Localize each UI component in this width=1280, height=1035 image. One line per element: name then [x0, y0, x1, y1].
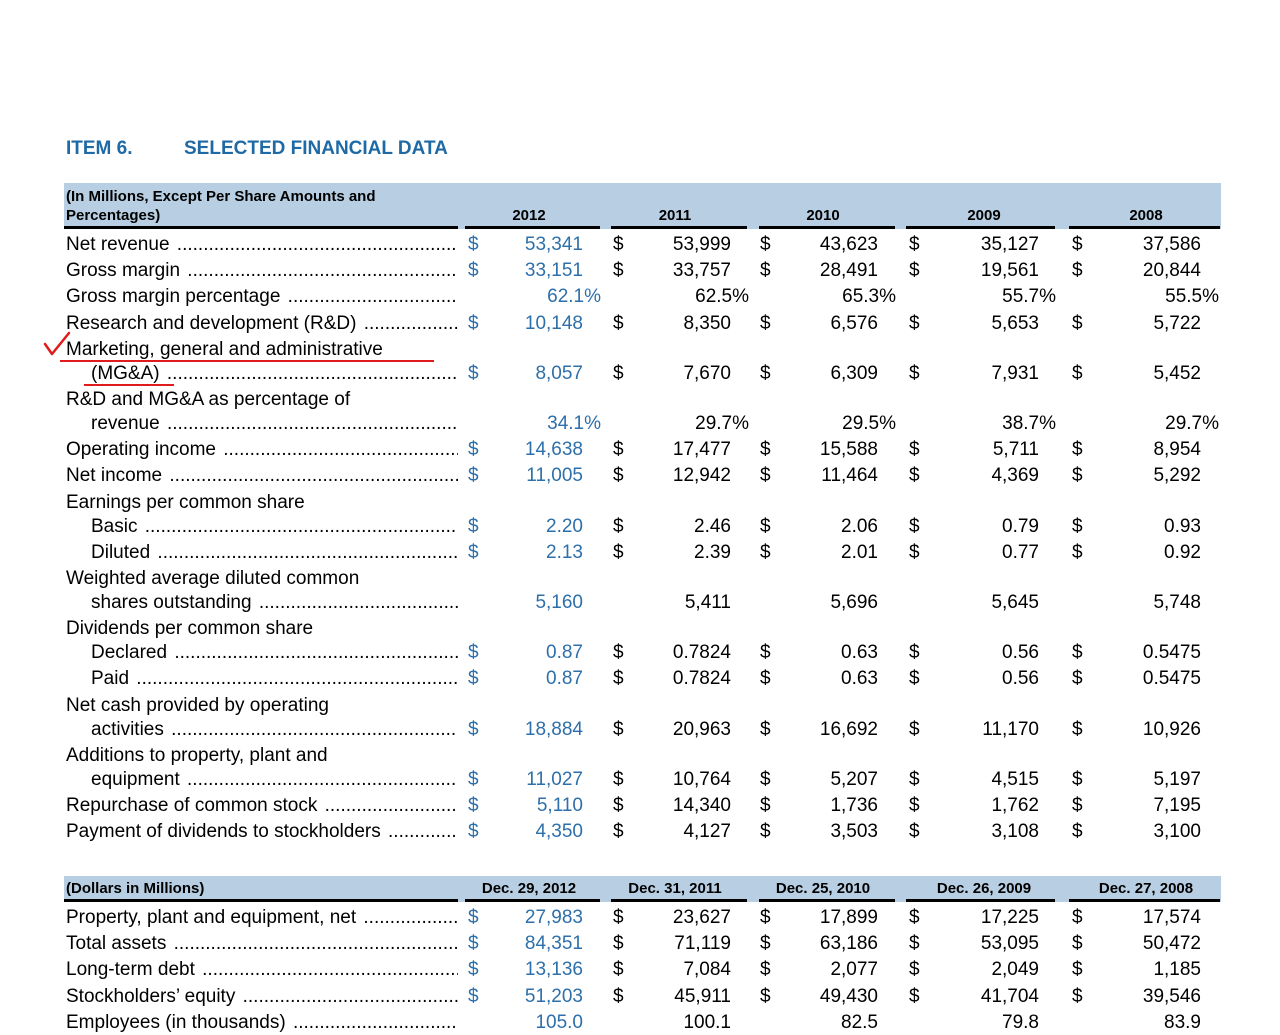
column-header-rule [906, 226, 1055, 229]
value-cell: 33,757 [672, 260, 731, 282]
row-label [91, 515, 458, 539]
currency-symbol: $ [468, 260, 479, 282]
value-cell: 5,696 [830, 592, 878, 613]
row-label [91, 362, 458, 386]
currency-symbol: $ [760, 465, 771, 487]
currency-symbol: $ [613, 959, 624, 981]
value-cell: 7,084 [683, 959, 731, 981]
table-column-header: 2009 [967, 207, 1001, 224]
currency-symbol: $ [613, 907, 624, 928]
currency-symbol: $ [468, 312, 479, 334]
value-cell: 5,411 [684, 592, 731, 613]
value-cell: 4,350 [535, 821, 583, 843]
value-cell: 11,027 [526, 768, 583, 790]
value-cell: 11,464 [821, 465, 878, 487]
table-column-header: Dec. 25, 2010 [775, 880, 871, 897]
currency-symbol: $ [1072, 718, 1083, 740]
value-cell: 17,574 [1142, 907, 1201, 928]
value-cell: 83.9 [1164, 1011, 1201, 1033]
row-label-text: Employees (in thousands) [66, 1011, 286, 1033]
check-mark-icon [42, 330, 72, 360]
value-cell: 10,926 [1142, 718, 1201, 740]
row-label-text: Paid [91, 668, 130, 690]
currency-symbol: $ [613, 260, 624, 282]
value-cell: 39,546 [1142, 985, 1201, 1007]
value-cell: 15,588 [819, 439, 878, 461]
value-cell: 1,762 [991, 795, 1039, 816]
currency-symbol: $ [1072, 439, 1083, 461]
value-cell: 29.7% [1165, 413, 1219, 434]
currency-symbol: $ [760, 718, 771, 740]
row-label-text: Long-term debt [66, 959, 195, 981]
value-cell: 8,057 [535, 362, 583, 384]
row-label-text: shares outstanding [91, 592, 252, 613]
currency-symbol: $ [613, 465, 624, 487]
row-label-text: activities [91, 718, 164, 740]
currency-symbol: $ [760, 768, 771, 790]
value-cell: 5,160 [535, 592, 583, 613]
row-label [66, 438, 458, 462]
currency-symbol: $ [613, 234, 624, 255]
value-cell: 13,136 [524, 959, 583, 981]
currency-symbol: $ [1072, 465, 1083, 487]
value-cell: 35,127 [980, 234, 1039, 255]
currency-symbol: $ [613, 985, 624, 1007]
currency-symbol: $ [1072, 768, 1083, 790]
row-label-text: Operating income [66, 439, 216, 461]
value-cell: 20,963 [672, 718, 731, 740]
value-cell: 4,369 [991, 465, 1039, 487]
row-label-text: Gross margin [66, 260, 181, 282]
row-label [91, 591, 458, 615]
currency-symbol: $ [468, 465, 479, 487]
row-label-text: Net income [66, 465, 163, 487]
currency-symbol: $ [1072, 515, 1083, 537]
currency-symbol: $ [909, 260, 920, 282]
row-label [66, 464, 458, 488]
value-cell: 12,942 [672, 465, 731, 487]
value-cell: 29.5% [842, 413, 896, 434]
currency-symbol: $ [468, 959, 479, 981]
currency-symbol: $ [909, 642, 920, 664]
row-label-text: Property, plant and equipment, net [66, 907, 357, 928]
value-cell: 4,127 [683, 821, 731, 843]
value-cell: 6,576 [830, 312, 878, 334]
value-cell: 2.01 [841, 541, 878, 563]
currency-symbol: $ [909, 362, 920, 384]
row-label [66, 233, 458, 257]
currency-symbol: $ [613, 933, 624, 955]
column-header-rule [759, 899, 895, 902]
currency-symbol: $ [468, 985, 479, 1007]
value-cell: 0.87 [546, 668, 583, 690]
currency-symbol: $ [909, 234, 920, 255]
value-cell: 2.39 [694, 541, 731, 563]
value-cell: 5,748 [1153, 592, 1201, 613]
value-cell: 0.56 [1002, 668, 1039, 690]
label-header-rule [64, 899, 458, 902]
row-label [66, 794, 458, 818]
currency-symbol: $ [1072, 907, 1083, 928]
annotation-underline [84, 384, 174, 386]
row-label [66, 958, 458, 982]
value-cell: 10,764 [672, 768, 731, 790]
value-cell: 16,692 [819, 718, 878, 740]
value-cell: 0.63 [841, 642, 878, 664]
currency-symbol: $ [760, 959, 771, 981]
currency-symbol: $ [1072, 668, 1083, 690]
value-cell: 37,586 [1142, 234, 1201, 255]
value-cell: 71,119 [674, 933, 731, 955]
currency-symbol: $ [468, 907, 479, 928]
column-header-rule [906, 899, 1055, 902]
value-cell: 14,638 [524, 439, 583, 461]
currency-symbol: $ [760, 821, 771, 843]
row-label-text: Payment of dividends to stockholders [66, 821, 381, 843]
table-header-label: (Dollars in Millions) [66, 880, 205, 897]
value-cell: 2.06 [841, 515, 878, 537]
section-title: SELECTED FINANCIAL DATA [184, 138, 448, 159]
value-cell: 1,736 [830, 795, 878, 816]
currency-symbol: $ [468, 515, 479, 537]
value-cell: 65.3% [842, 286, 896, 308]
row-label-text: Gross margin percentage [66, 286, 281, 308]
value-cell: 0.5475 [1142, 668, 1201, 690]
row-label-first-line: R&D and MG&A as percentage of [66, 389, 351, 410]
currency-symbol: $ [613, 718, 624, 740]
value-cell: 0.56 [1002, 642, 1039, 664]
annotation-underline [60, 360, 434, 362]
currency-symbol: $ [1072, 362, 1083, 384]
row-label [91, 641, 458, 665]
row-label-text: Basic [91, 515, 138, 537]
value-cell: 82.5 [841, 1011, 878, 1033]
value-cell: 2,077 [830, 959, 878, 981]
section-heading [66, 138, 448, 160]
value-cell: 51,203 [524, 985, 583, 1007]
row-label [91, 412, 458, 436]
currency-symbol: $ [468, 718, 479, 740]
row-label-text: equipment [91, 768, 180, 790]
value-cell: 18,884 [524, 718, 583, 740]
currency-symbol: $ [468, 362, 479, 384]
column-header-rule [1069, 899, 1220, 902]
currency-symbol: $ [613, 668, 624, 690]
value-cell: 62.1% [547, 286, 601, 308]
value-cell: 100.1 [683, 1011, 731, 1033]
currency-symbol: $ [1072, 821, 1083, 843]
currency-symbol: $ [613, 312, 624, 334]
currency-symbol: $ [1072, 541, 1083, 563]
currency-symbol: $ [760, 795, 771, 816]
currency-symbol: $ [909, 768, 920, 790]
value-cell: 0.87 [546, 642, 583, 664]
table-column-header: 2010 [806, 207, 840, 224]
row-label-first-line: Earnings per common share [66, 491, 305, 513]
value-cell: 8,350 [683, 312, 731, 334]
currency-symbol: $ [613, 362, 624, 384]
value-cell: 45,911 [674, 985, 731, 1007]
value-cell: 3,503 [830, 821, 878, 843]
value-cell: 19,561 [980, 260, 1039, 282]
currency-symbol: $ [909, 933, 920, 955]
item-number: ITEM 6. [66, 138, 133, 159]
row-label-first-line: Dividends per common share [66, 618, 314, 640]
currency-symbol: $ [613, 821, 624, 843]
currency-symbol: $ [909, 312, 920, 334]
value-cell: 79.8 [1002, 1011, 1039, 1033]
currency-symbol: $ [1072, 959, 1083, 981]
value-cell: 28,491 [819, 260, 878, 282]
currency-symbol: $ [468, 642, 479, 664]
table-column-header: Dec. 26, 2009 [936, 880, 1032, 897]
currency-symbol: $ [613, 768, 624, 790]
table-column-header: 2011 [658, 207, 692, 224]
currency-symbol: $ [760, 312, 771, 334]
value-cell: 2.20 [546, 515, 583, 537]
row-label-first-line: Net cash provided by operating [66, 694, 329, 716]
currency-symbol: $ [909, 515, 920, 537]
currency-symbol: $ [760, 907, 771, 928]
column-header-rule [611, 226, 747, 229]
value-cell: 7,195 [1153, 795, 1201, 816]
value-cell: 5,653 [991, 312, 1039, 334]
value-cell: 41,704 [980, 985, 1039, 1007]
value-cell: 8,954 [1153, 439, 1201, 461]
currency-symbol: $ [468, 795, 479, 816]
value-cell: 55.5% [1165, 286, 1219, 308]
value-cell: 23,627 [672, 907, 731, 928]
value-cell: 33,151 [524, 260, 583, 282]
value-cell: 53,095 [980, 933, 1039, 955]
column-header-rule [1069, 226, 1220, 229]
currency-symbol: $ [1072, 985, 1083, 1007]
currency-symbol: $ [468, 439, 479, 461]
value-cell: 0.5475 [1142, 642, 1201, 664]
currency-symbol: $ [1072, 642, 1083, 664]
value-cell: 5,207 [830, 768, 878, 790]
currency-symbol: $ [760, 642, 771, 664]
value-cell: 49,430 [819, 985, 878, 1007]
value-cell: 11,170 [982, 718, 1039, 740]
row-label-text: Total assets [66, 933, 167, 955]
value-cell: 53,999 [672, 234, 731, 255]
row-label-text: Net revenue [66, 234, 170, 255]
value-cell: 62.5% [695, 286, 749, 308]
row-label-text: Research and development (R&D) [66, 312, 357, 334]
value-cell: 43,623 [819, 234, 878, 255]
value-cell: 53,341 [524, 234, 583, 255]
row-label [66, 906, 458, 930]
currency-symbol: $ [909, 465, 920, 487]
value-cell: 34.1% [547, 413, 601, 434]
currency-symbol: $ [468, 821, 479, 843]
currency-symbol: $ [909, 959, 920, 981]
currency-symbol: $ [613, 541, 624, 563]
table-header-label: Percentages) [66, 207, 161, 224]
value-cell: 5,452 [1153, 362, 1201, 384]
row-label [66, 285, 458, 309]
currency-symbol: $ [468, 668, 479, 690]
row-label [66, 259, 458, 283]
value-cell: 38.7% [1002, 413, 1056, 434]
row-label-text: (MG&A) [91, 362, 160, 384]
value-cell: 50,472 [1142, 933, 1201, 955]
currency-symbol: $ [909, 907, 920, 928]
row-label [91, 667, 458, 691]
row-label [66, 1011, 458, 1035]
currency-symbol: $ [613, 795, 624, 816]
currency-symbol: $ [468, 768, 479, 790]
value-cell: 105.0 [535, 1011, 583, 1033]
value-cell: 3,108 [991, 821, 1039, 843]
value-cell: 10,148 [524, 312, 583, 334]
value-cell: 17,899 [819, 907, 878, 928]
value-cell: 20,844 [1142, 260, 1201, 282]
column-header-rule [759, 226, 895, 229]
value-cell: 1,185 [1153, 959, 1201, 981]
value-cell: 5,722 [1153, 312, 1201, 334]
table-header-label: (In Millions, Except Per Share Amounts and [66, 188, 376, 205]
row-label-first-line: Weighted average diluted common [66, 568, 360, 589]
currency-symbol: $ [760, 439, 771, 461]
value-cell: 0.7824 [672, 668, 731, 690]
currency-symbol: $ [760, 362, 771, 384]
row-label [91, 541, 458, 565]
currency-symbol: $ [468, 234, 479, 255]
currency-symbol: $ [613, 515, 624, 537]
currency-symbol: $ [909, 821, 920, 843]
value-cell: 7,931 [991, 362, 1039, 384]
value-cell: 4,515 [991, 768, 1039, 790]
value-cell: 84,351 [524, 933, 583, 955]
value-cell: 55.7% [1002, 286, 1056, 308]
table-column-header: 2008 [1129, 207, 1163, 224]
value-cell: 0.92 [1164, 541, 1201, 563]
row-label-text: Diluted [91, 541, 151, 563]
row-label-text: Declared [91, 642, 168, 664]
column-header-rule [611, 899, 747, 902]
currency-symbol: $ [613, 439, 624, 461]
value-cell: 0.79 [1002, 515, 1039, 537]
currency-symbol: $ [760, 515, 771, 537]
value-cell: 5,645 [991, 592, 1039, 613]
value-cell: 11,005 [526, 465, 583, 487]
currency-symbol: $ [760, 933, 771, 955]
row-label-text: revenue [91, 413, 160, 434]
currency-symbol: $ [760, 985, 771, 1007]
value-cell: 0.7824 [672, 642, 731, 664]
value-cell: 0.93 [1164, 515, 1201, 537]
value-cell: 6,309 [830, 362, 878, 384]
value-cell: 14,340 [672, 795, 731, 816]
currency-symbol: $ [1072, 795, 1083, 816]
row-label-first-line: Marketing, general and administrative [66, 338, 383, 360]
column-header-rule [465, 899, 600, 902]
row-label-first-line: Additions to property, plant and [66, 744, 328, 766]
row-label [66, 985, 458, 1009]
value-cell: 63,186 [819, 933, 878, 955]
value-cell: 0.77 [1002, 541, 1039, 563]
value-cell: 2.13 [546, 541, 583, 563]
value-cell: 5,292 [1153, 465, 1201, 487]
value-cell: 2,049 [991, 959, 1039, 981]
currency-symbol: $ [760, 234, 771, 255]
currency-symbol: $ [909, 668, 920, 690]
value-cell: 0.63 [841, 668, 878, 690]
currency-symbol: $ [909, 439, 920, 461]
value-cell: 5,110 [536, 795, 583, 816]
currency-symbol: $ [1072, 234, 1083, 255]
currency-symbol: $ [909, 718, 920, 740]
value-cell: 7,670 [683, 362, 731, 384]
value-cell: 3,100 [1153, 821, 1201, 843]
value-cell: 17,477 [672, 439, 731, 461]
currency-symbol: $ [909, 795, 920, 816]
row-label [66, 932, 458, 956]
value-cell: 5,197 [1153, 768, 1201, 790]
row-label [66, 820, 458, 844]
currency-symbol: $ [468, 933, 479, 955]
row-label-text: Repurchase of common stock [66, 795, 318, 816]
table-column-header: 2012 [512, 207, 546, 224]
currency-symbol: $ [909, 985, 920, 1007]
label-header-rule [64, 226, 458, 229]
currency-symbol: $ [1072, 312, 1083, 334]
table-column-header: Dec. 29, 2012 [481, 880, 577, 897]
table-column-header: Dec. 31, 2011 [628, 880, 722, 897]
currency-symbol: $ [909, 541, 920, 563]
row-label [91, 718, 458, 742]
currency-symbol: $ [760, 668, 771, 690]
currency-symbol: $ [760, 541, 771, 563]
value-cell: 27,983 [524, 907, 583, 928]
value-cell: 29.7% [695, 413, 749, 434]
currency-symbol: $ [613, 642, 624, 664]
row-label-text: Stockholders’ equity [66, 985, 236, 1007]
currency-symbol: $ [1072, 933, 1083, 955]
currency-symbol: $ [1072, 260, 1083, 282]
value-cell: 5,711 [992, 439, 1039, 461]
table-column-header: Dec. 27, 2008 [1098, 880, 1194, 897]
value-cell: 17,225 [980, 907, 1039, 928]
currency-symbol: $ [468, 541, 479, 563]
value-cell: 2.46 [694, 515, 731, 537]
row-label [91, 768, 458, 792]
column-header-rule [465, 226, 600, 229]
currency-symbol: $ [760, 260, 771, 282]
row-label [66, 312, 458, 336]
